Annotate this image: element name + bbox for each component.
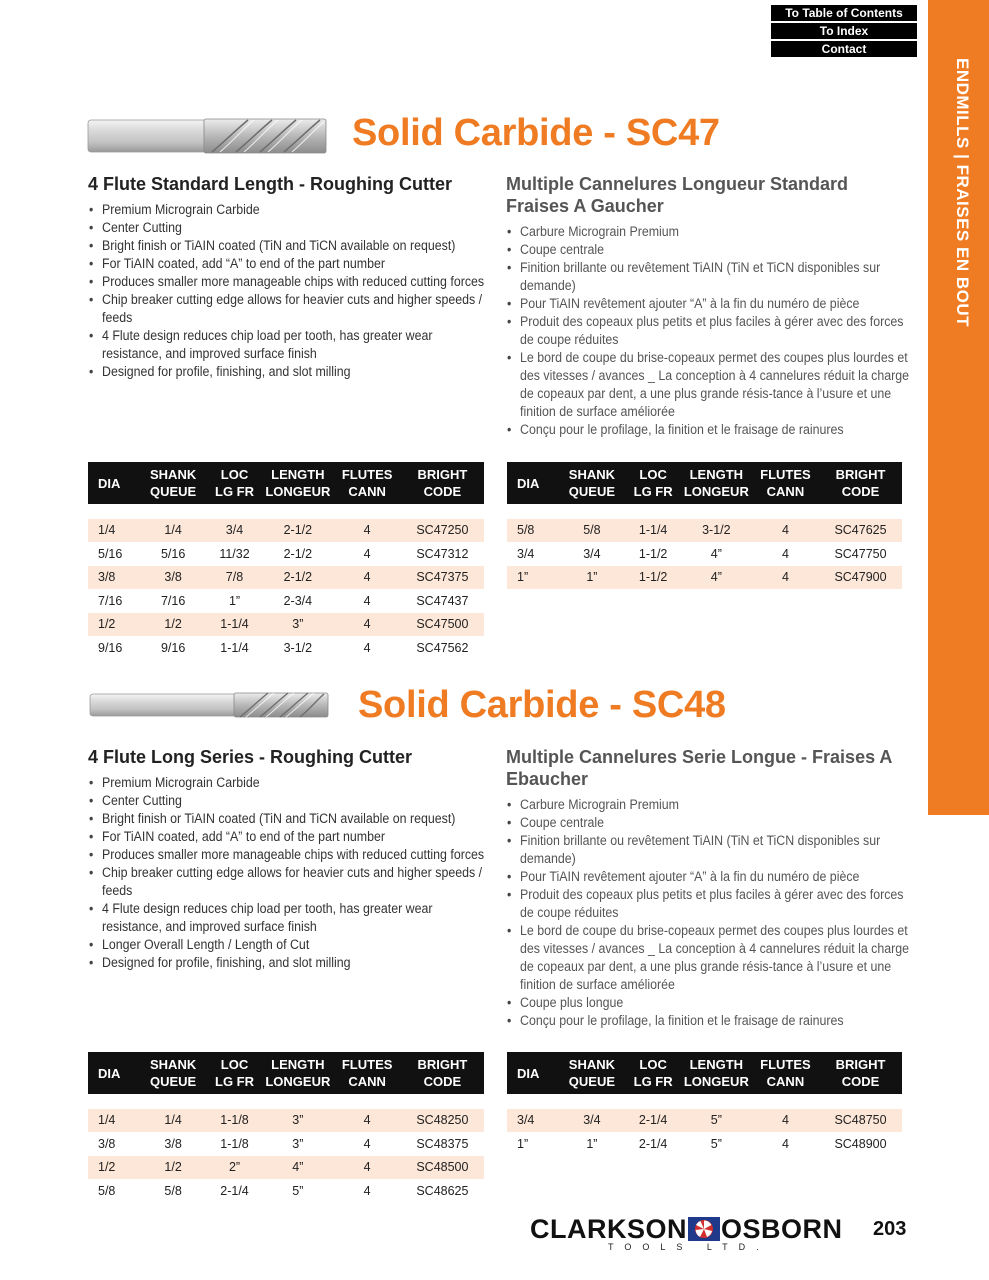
list-item: • Chip breaker cutting edge allows for heavier cuts and higher speeds / feeds xyxy=(102,291,488,327)
table-row xyxy=(88,1132,484,1156)
column-header xyxy=(558,462,625,504)
column-header-label: LOC xyxy=(639,1057,667,1072)
table-cell: 5” xyxy=(681,1132,752,1156)
sc48-english-heading: 4 Flute Long Series - Roughing Cutter xyxy=(88,747,412,767)
column-header-label: QUEUE xyxy=(150,484,197,499)
sc48-english-specs xyxy=(88,746,488,972)
list-item: • Conçu pour le profilage, la finition et le fraisage de rainures xyxy=(520,421,910,439)
list-item: • Pour TiAIN revêtement ajouter “A” à la fin du numéro de pièce xyxy=(520,868,910,886)
table-cell: 3-1/2 xyxy=(262,636,333,660)
table-cell: 1” xyxy=(558,1132,625,1156)
column-header-label: SHANK xyxy=(568,467,616,482)
index-link[interactable]: To Index xyxy=(771,23,917,39)
table-cell: SC48500 xyxy=(401,1156,484,1180)
table-cell: 5” xyxy=(262,1179,333,1203)
header-spacer xyxy=(507,1094,902,1109)
column-header-label: SHANK xyxy=(150,1057,197,1072)
table-cell: 4” xyxy=(262,1156,333,1180)
table-cell: 3/4 xyxy=(207,519,262,543)
column-header xyxy=(681,1052,752,1094)
column-header xyxy=(401,462,484,504)
sc47-spec-table-right xyxy=(507,462,902,590)
table-cell: 4” xyxy=(681,566,752,590)
column-header xyxy=(507,1052,558,1094)
list-item: • Le bord de coupe du brise-copeaux permet des coupes plus lourdes et des vitesses / avances _ La conception à 4 cannelures réduit la charge de copeaux par dent, a une plus grande résis-tance à l’usure et une finition de surface améliorée xyxy=(520,922,910,994)
table-cell: 3/4 xyxy=(558,1109,625,1133)
table-cell: 5/8 xyxy=(507,519,558,543)
table-cell: 9/16 xyxy=(139,636,206,660)
table-cell: SC48625 xyxy=(401,1179,484,1203)
table-cell: 4 xyxy=(333,566,400,590)
list-item: • Chip breaker cutting edge allows for heavier cuts and higher speeds / feeds xyxy=(102,864,488,900)
table-row xyxy=(88,589,484,613)
table-cell: 4 xyxy=(752,1132,819,1156)
table-cell: 2-1/4 xyxy=(625,1109,680,1133)
list-item: • For TiAIN coated, add “A” to end of the part number xyxy=(102,828,488,846)
table-header xyxy=(88,462,484,519)
column-header-label: DIA xyxy=(98,1065,121,1081)
column-header-label: BRIGHT xyxy=(417,1057,468,1072)
spacer-cell xyxy=(507,504,902,519)
table-cell: 1/2 xyxy=(139,613,206,637)
table-cell: 5/8 xyxy=(558,519,625,543)
table-cell: 7/8 xyxy=(207,566,262,590)
header-spacer xyxy=(88,1094,484,1109)
table-row xyxy=(507,1132,902,1156)
table-header-row xyxy=(88,462,484,504)
column-header xyxy=(752,462,819,504)
column-header-label: FLUTES xyxy=(760,1057,811,1072)
table-cell: SC48750 xyxy=(819,1109,902,1133)
table-header-row xyxy=(507,462,902,504)
table-cell: 2-1/2 xyxy=(262,542,333,566)
column-header-label: CANN xyxy=(348,484,386,499)
list-item: • 4 Flute design reduces chip load per tooth, has greater wear resistance, and improved surface finish xyxy=(102,327,488,363)
table-cell: SC48250 xyxy=(401,1109,484,1133)
column-header xyxy=(333,462,400,504)
table-body xyxy=(507,1109,902,1156)
table-cell: 4 xyxy=(333,1179,400,1203)
list-item: • Produit des copeaux plus petits et plus faciles à gérer avec des forces de coupe réduites xyxy=(520,313,910,349)
table-cell: 1” xyxy=(507,566,558,590)
table-row xyxy=(88,1156,484,1180)
header-spacer xyxy=(88,504,484,519)
brand-subtitle: TOOLS LTD. xyxy=(608,1242,770,1252)
column-header-label: QUEUE xyxy=(568,484,616,499)
table-cell: SC47375 xyxy=(401,566,484,590)
table-cell: 4 xyxy=(752,542,819,566)
list-item: • Center Cutting xyxy=(102,219,488,237)
brand-logo xyxy=(530,1214,843,1245)
table-cell: 3/8 xyxy=(88,566,139,590)
table-cell: 3” xyxy=(262,1109,333,1133)
table-cell: 1-1/8 xyxy=(207,1132,262,1156)
column-header-label: BRIGHT xyxy=(835,1057,886,1072)
column-header-label: LOC xyxy=(220,467,249,482)
list-item: • 4 Flute design reduces chip load per tooth, has greater wear resistance, and improved surface finish xyxy=(102,900,488,936)
column-header-label: LENGTH xyxy=(689,1057,744,1072)
table-cell: 4” xyxy=(681,542,752,566)
list-item: • Produces smaller more manageable chips with reduced cutting forces xyxy=(102,273,488,291)
table-cell: 5” xyxy=(681,1109,752,1133)
table-cell: 4 xyxy=(333,1109,400,1133)
list-item: • Designed for profile, finishing, and slot milling xyxy=(102,363,488,381)
column-header xyxy=(819,462,902,504)
column-header-label: LONGEUR xyxy=(265,1074,331,1089)
table-cell: 5/8 xyxy=(88,1179,139,1203)
column-header-label: DIA xyxy=(98,475,121,491)
table-cell: 1-1/4 xyxy=(207,636,262,660)
column-header xyxy=(625,1052,680,1094)
sc48-french-feature-list xyxy=(506,796,910,1030)
list-item: • Longer Overall Length / Length of Cut xyxy=(102,936,488,954)
column-header xyxy=(401,1052,484,1094)
clarkson-osborn-logo-icon xyxy=(688,1217,720,1241)
column-header xyxy=(752,1052,819,1094)
sc48-french-heading: Multiple Cannelures Serie Longue - Fraises A Ebaucher xyxy=(506,747,892,789)
list-item: • Le bord de coupe du brise-copeaux permet des coupes plus lourdes et des vitesses / avances _ La conception à 4 cannelures réduit la charge de copeaux par dent, a une plus grande résis-tance à l’usure et une finition de surface améliorée xyxy=(520,349,910,421)
column-header-label: LG FR xyxy=(633,1074,673,1089)
table-header xyxy=(507,1052,902,1109)
list-item: • Center Cutting xyxy=(102,792,488,810)
table-cell: 1/2 xyxy=(88,613,139,637)
sc47-spec-table-left xyxy=(88,462,484,660)
nav-links xyxy=(771,5,917,59)
table-cell: 3/8 xyxy=(139,566,206,590)
table-body xyxy=(507,519,902,590)
spacer-cell xyxy=(507,1094,902,1109)
column-header xyxy=(333,1052,400,1094)
column-header xyxy=(139,462,206,504)
table-row xyxy=(88,636,484,660)
table-cell: 7/16 xyxy=(88,589,139,613)
column-header-label: LONGEUR xyxy=(265,484,331,499)
column-header-label: CANN xyxy=(766,1074,805,1089)
column-header-label: LONGEUR xyxy=(683,1074,749,1089)
table-cell: 3/4 xyxy=(507,542,558,566)
table-cell: SC47900 xyxy=(819,566,902,590)
list-item: • Coupe centrale xyxy=(520,814,910,832)
table-cell: 3/8 xyxy=(88,1132,139,1156)
column-header xyxy=(207,1052,262,1094)
sc47-french-specs xyxy=(506,173,910,439)
spacer-cell xyxy=(88,1094,484,1109)
column-header-label: QUEUE xyxy=(568,1074,616,1089)
column-header xyxy=(262,462,333,504)
table-cell: 2-1/4 xyxy=(207,1179,262,1203)
table-cell: 1/4 xyxy=(88,1109,139,1133)
list-item: • Coupe plus longue xyxy=(520,994,910,1012)
table-cell: SC47250 xyxy=(401,519,484,543)
column-header-label: CANN xyxy=(348,1074,386,1089)
table-row xyxy=(507,566,902,590)
column-header-label: CODE xyxy=(423,1074,462,1089)
column-header-label: LG FR xyxy=(215,484,254,499)
sc47-english-heading: 4 Flute Standard Length - Roughing Cutter xyxy=(88,174,452,194)
table-row xyxy=(88,1179,484,1203)
column-header xyxy=(139,1052,206,1094)
table-cell: 7/16 xyxy=(139,589,206,613)
list-item: • Finition brillante ou revêtement TiAIN (TiN et TiCN disponibles sur demande) xyxy=(520,259,910,295)
column-header-label: SHANK xyxy=(568,1057,616,1072)
column-header xyxy=(625,462,680,504)
table-cell: 1-1/2 xyxy=(625,542,680,566)
column-header-label: CODE xyxy=(841,484,880,499)
column-header-label: LONGEUR xyxy=(683,484,749,499)
column-header-label: CANN xyxy=(766,484,805,499)
column-header-label: BRIGHT xyxy=(835,467,886,482)
column-header-label: LOC xyxy=(639,467,667,482)
table-cell: 2-1/2 xyxy=(262,519,333,543)
table-cell: 2” xyxy=(207,1156,262,1180)
column-header xyxy=(558,1052,625,1094)
list-item: • For TiAIN coated, add “A” to end of the part number xyxy=(102,255,488,273)
list-item: • Designed for profile, finishing, and slot milling xyxy=(102,954,488,972)
table-cell: 4 xyxy=(333,636,400,660)
side-tab xyxy=(928,0,989,815)
column-header-label: QUEUE xyxy=(150,1074,197,1089)
table-cell: 9/16 xyxy=(88,636,139,660)
table-cell: 1/2 xyxy=(88,1156,139,1180)
table-cell: 1-1/4 xyxy=(207,613,262,637)
table-header xyxy=(507,462,902,519)
column-header-label: DIA xyxy=(517,1065,540,1081)
side-tab-label: ENDMILLS | FRAISES EN BOUT xyxy=(953,58,972,327)
table-cell: 4 xyxy=(333,613,400,637)
brand-name-right: OSBORN xyxy=(721,1214,843,1244)
column-header xyxy=(88,462,139,504)
endmill-sc47-image xyxy=(86,116,330,156)
table-cell: 5/8 xyxy=(139,1179,206,1203)
table-header-row xyxy=(88,1052,484,1094)
table-cell: SC47625 xyxy=(819,519,902,543)
table-cell: 3-1/2 xyxy=(681,519,752,543)
table-cell: 1/4 xyxy=(88,519,139,543)
table-cell: 3/4 xyxy=(507,1109,558,1133)
column-header-label: LG FR xyxy=(215,1074,254,1089)
table-cell: 1” xyxy=(207,589,262,613)
column-header xyxy=(507,462,558,504)
table-cell: 4 xyxy=(752,519,819,543)
list-item: • Carbure Micrograin Premium xyxy=(520,223,910,241)
column-header xyxy=(819,1052,902,1094)
column-header-label: FLUTES xyxy=(341,467,393,482)
table-row xyxy=(507,519,902,543)
column-header xyxy=(262,1052,333,1094)
table-row xyxy=(88,613,484,637)
table-cell: 1/4 xyxy=(139,1109,206,1133)
table-row xyxy=(507,1109,902,1133)
column-header-label: SHANK xyxy=(150,467,197,482)
sc48-french-specs xyxy=(506,746,910,1030)
product-title-sc47: Solid Carbide - SC47 xyxy=(352,112,720,154)
table-cell: SC48900 xyxy=(819,1132,902,1156)
table-cell: 3” xyxy=(262,1132,333,1156)
sc47-english-specs xyxy=(88,173,488,381)
product-title-sc48: Solid Carbide - SC48 xyxy=(358,684,726,726)
table-cell: SC47750 xyxy=(819,542,902,566)
column-header-label: LENGTH xyxy=(689,467,744,482)
table-cell: 2-1/2 xyxy=(262,566,333,590)
table-cell: 1” xyxy=(558,566,625,590)
column-header xyxy=(207,462,262,504)
sc48-english-feature-list xyxy=(88,774,488,972)
table-cell: 2-1/4 xyxy=(625,1132,680,1156)
table-cell: 4 xyxy=(752,1109,819,1133)
column-header-label: DIA xyxy=(517,475,540,491)
table-cell: 3/4 xyxy=(558,542,625,566)
list-item: • Carbure Micrograin Premium xyxy=(520,796,910,814)
list-item: • Conçu pour le profilage, la finition et le fraisage de rainures xyxy=(520,1012,910,1030)
column-header-label: BRIGHT xyxy=(417,467,468,482)
table-header xyxy=(88,1052,484,1109)
table-cell: 3/8 xyxy=(139,1132,206,1156)
sc47-french-feature-list xyxy=(506,223,910,439)
list-item: • Bright finish or TiAIN coated (TiN and TiCN available on request) xyxy=(102,810,488,828)
table-cell: 4 xyxy=(333,1132,400,1156)
list-item: • Coupe centrale xyxy=(520,241,910,259)
column-header-label: LOC xyxy=(220,1057,249,1072)
endmill-sc48-image xyxy=(88,690,332,720)
list-item: • Pour TiAIN revêtement ajouter “A” à la fin du numéro de pièce xyxy=(520,295,910,313)
table-cell: SC47312 xyxy=(401,542,484,566)
table-row xyxy=(88,542,484,566)
table-row xyxy=(88,519,484,543)
column-header-label: LG FR xyxy=(633,484,673,499)
table-cell: 4 xyxy=(333,519,400,543)
list-item: • Bright finish or TiAIN coated (TiN and TiCN available on request) xyxy=(102,237,488,255)
header-spacer xyxy=(507,504,902,519)
table-cell: 4 xyxy=(333,542,400,566)
column-header-label: LENGTH xyxy=(271,1057,325,1072)
table-body xyxy=(88,519,484,660)
table-row xyxy=(88,566,484,590)
table-cell: 1/4 xyxy=(139,519,206,543)
list-item: • Produit des copeaux plus petits et plus faciles à gérer avec des forces de coupe réduites xyxy=(520,886,910,922)
brand-name-left: CLARKSON xyxy=(530,1214,687,1244)
table-cell: 1-1/2 xyxy=(625,566,680,590)
table-header-row xyxy=(507,1052,902,1094)
table-row xyxy=(507,542,902,566)
sc48-spec-table-right xyxy=(507,1052,902,1156)
spacer-cell xyxy=(88,504,484,519)
table-cell: 4 xyxy=(752,566,819,590)
table-cell: 1-1/8 xyxy=(207,1109,262,1133)
column-header-label: FLUTES xyxy=(760,467,811,482)
page-number: 203 xyxy=(873,1218,907,1240)
table-cell: 11/32 xyxy=(207,542,262,566)
column-header-label: CODE xyxy=(423,484,462,499)
list-item: • Finition brillante ou revêtement TiAIN (TiN et TiCN disponibles sur demande) xyxy=(520,832,910,868)
table-cell: 4 xyxy=(333,589,400,613)
table-row xyxy=(88,1109,484,1133)
table-cell: 1-1/4 xyxy=(625,519,680,543)
table-cell: 5/16 xyxy=(139,542,206,566)
table-cell: 2-3/4 xyxy=(262,589,333,613)
contact-link[interactable]: Contact xyxy=(771,41,917,57)
table-cell: SC48375 xyxy=(401,1132,484,1156)
column-header-label: CODE xyxy=(841,1074,880,1089)
column-header xyxy=(681,462,752,504)
column-header-label: FLUTES xyxy=(341,1057,393,1072)
sc47-english-feature-list xyxy=(88,201,488,381)
table-cell: 3” xyxy=(262,613,333,637)
table-cell: 1” xyxy=(507,1132,558,1156)
table-body xyxy=(88,1109,484,1203)
table-cell: 5/16 xyxy=(88,542,139,566)
table-cell: SC47500 xyxy=(401,613,484,637)
column-header-label: LENGTH xyxy=(271,467,325,482)
table-cell: SC47562 xyxy=(401,636,484,660)
column-header xyxy=(88,1052,139,1094)
sc47-french-heading: Multiple Cannelures Longueur Standard Fraises A Gaucher xyxy=(506,174,849,216)
sc48-spec-table-left xyxy=(88,1052,484,1203)
table-cell: 4 xyxy=(333,1156,400,1180)
list-item: • Produces smaller more manageable chips with reduced cutting forces xyxy=(102,846,488,864)
list-item: • Premium Micrograin Carbide xyxy=(102,774,488,792)
table-cell: 1/2 xyxy=(139,1156,206,1180)
list-item: • Premium Micrograin Carbide xyxy=(102,201,488,219)
table-cell: SC47437 xyxy=(401,589,484,613)
table-of-contents-link[interactable]: To Table of Contents xyxy=(771,5,917,21)
